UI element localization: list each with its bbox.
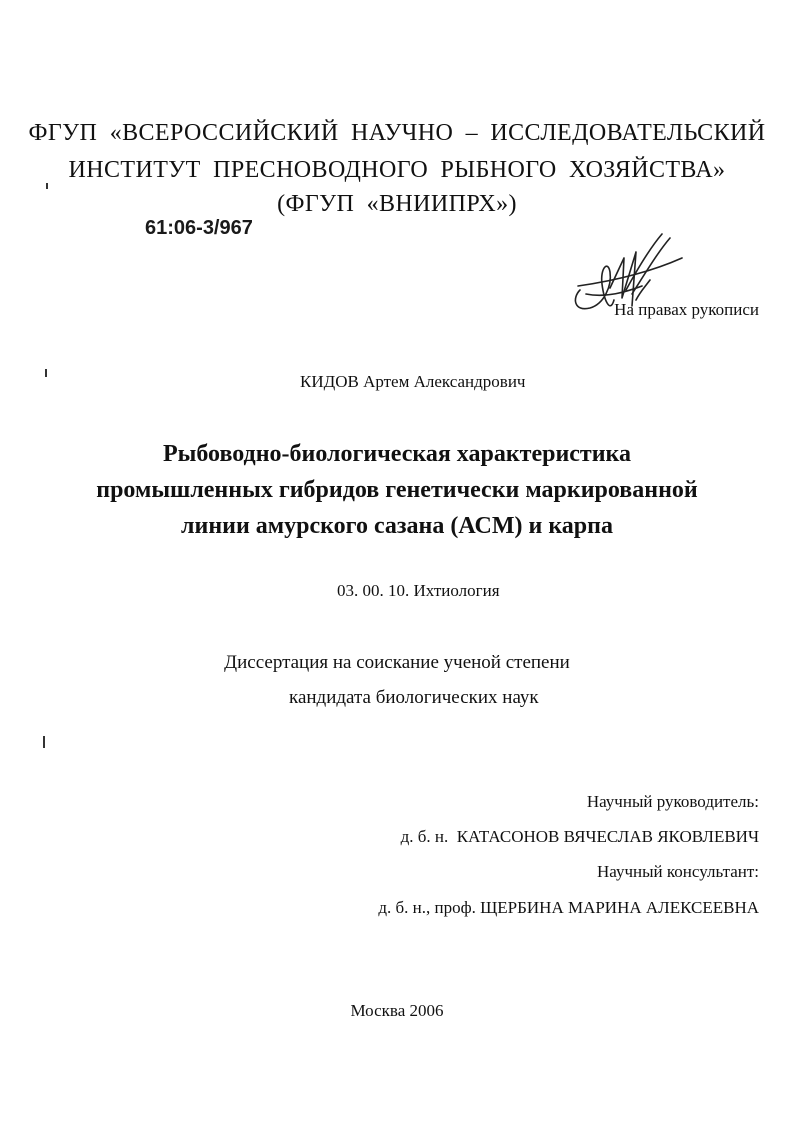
institution-line-2: ИНСТИТУТ ПРЕСНОВОДНОГО РЫБНОГО ХОЗЯЙСТВА» xyxy=(68,157,726,183)
author-name: КИДОВ Артем Александрович xyxy=(300,372,526,391)
title-line-2: промышленных гибридов генетически маркированной xyxy=(96,477,698,503)
consultant-label: Научный консультант: xyxy=(597,862,759,881)
consultant-name: д. б. н., проф. ЩЕРБИНА МАРИНА АЛЕКСЕЕВНА xyxy=(378,898,759,917)
title-line-1: Рыбоводно-биологическая характеристика xyxy=(162,441,632,467)
supervisor-name: д. б. н. КАТАСОНОВ ВЯЧЕСЛАВ ЯКОВЛЕВИЧ xyxy=(400,827,759,846)
scan-speck xyxy=(43,736,45,748)
specialty-code: 03. 00. 10. Ихтиология xyxy=(337,581,500,600)
manuscript-rights-label: На правах рукописи xyxy=(614,300,759,319)
supervisor-label: Научный руководитель: xyxy=(586,792,759,811)
institution-line-1: ФГУП «ВСЕРОССИЙСКИЙ НАУЧНО – ИССЛЕДОВАТЕЛЬСКИЙ xyxy=(28,120,766,146)
title-line-3: линии амурского сазана (АСМ) и карпа xyxy=(181,513,613,539)
city-year: Москва 2006 xyxy=(350,1001,444,1020)
scan-speck xyxy=(45,369,47,377)
dissertation-line-2: кандидата биологических наук xyxy=(289,687,539,708)
scan-speck xyxy=(46,183,48,189)
institution-line-3: (ФГУП «ВНИИПРХ») xyxy=(277,191,517,217)
dissertation-line-1: Диссертация на соискание ученой степени xyxy=(224,652,570,673)
catalog-code: 61:06-3/967 xyxy=(145,217,253,239)
